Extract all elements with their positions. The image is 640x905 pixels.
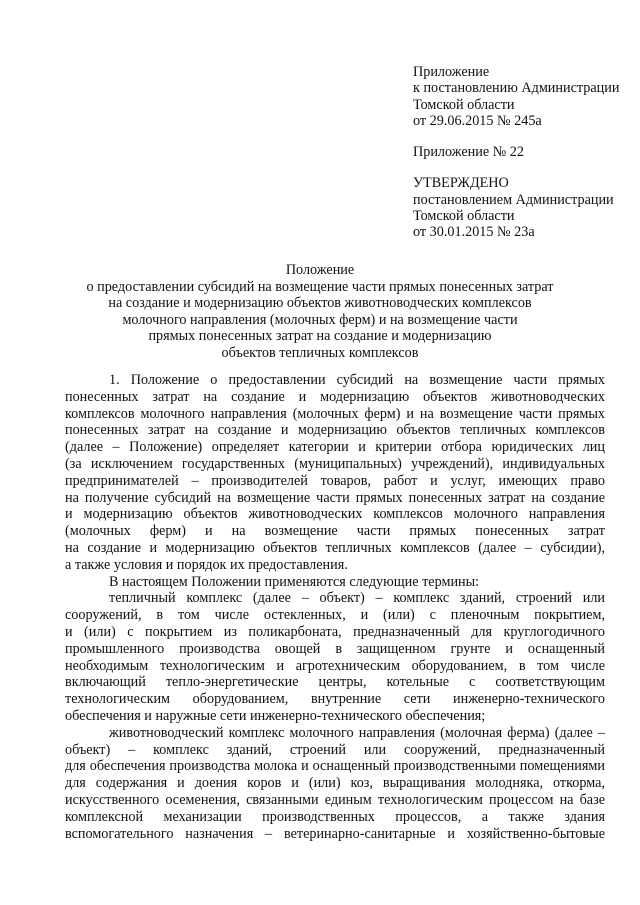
body-line: объект) – комплекс зданий, строений или сооружений, предназначенный [65,741,605,758]
body-line: комплексов молочного направления (молочных ферм) и на возмещение части прямых [65,405,605,422]
body-line: предпринимателей – производителей товаров, работ и услуг, имеющих право [65,472,605,489]
body-line: на получение субсидий на возмещение части прямых понесенных затрат на создание [65,489,605,506]
body-line: на создание и модернизацию объектов тепличных комплексов (далее – субсидии), [65,539,605,556]
body-line: тепличный комплекс (далее – объект) – комплекс зданий, строений или [109,590,605,607]
approved-line: Томской области [413,208,515,225]
body-line: необходимым технологическим и агротехническим оборудованием, в том числе [65,657,605,674]
approved-line: постановлением Администрации [413,191,614,208]
body-line: и (или) с покрытием из поликарбоната, предназначенный для круглогодичного [65,623,605,640]
body-line: 1. Положение о предоставлении субсидий на возмещение части прямых [109,372,605,388]
document-title [60,262,580,361]
body-line: включающий тепло-энергетические центры, котельные с соответствующим [65,674,605,691]
title-line: на создание и модернизацию объектов животноводческих комплексов [108,295,532,311]
header-line: Приложение [413,64,490,80]
header-line: от 29.06.2015 № 245а [413,112,542,129]
body-line: для обеспечения производства молока и оснащенный производственными помещениями [65,758,605,775]
body-line: животноводческий комплекс молочного направления (молочная ферма) (далее – [109,724,605,741]
body-line: и модернизацию объектов животноводческих комплексов молочного направления [65,506,605,523]
body-line: искусственного осеменения, связанными единым технологическим процессом на базе [65,791,605,808]
title-line: прямых понесенных затрат на создание и модернизацию [148,328,492,344]
header-line: Томской области [413,96,515,113]
title-line: молочного направления (молочных ферм) и на возмещение части [122,311,518,328]
body-line: промышленного производства овощей в защищенном грунте и оснащенный [65,640,605,657]
body-line: (за исключением государственных (муниципальных) учреждений), индивидуальных [65,455,605,472]
body-line: вспомогательного назначения – ветеринарно-санитарные и хозяйственно-бытовые [65,825,605,842]
body-line: обеспечения и наружные сети инженерно-технического обеспечения; [65,707,486,724]
header-line: к постановлению Администрации [413,80,620,97]
document-body [65,372,605,842]
body-line: В настоящем Положении применяются следующие термины: [109,573,480,590]
title-line: Положение [285,262,355,278]
body-line: понесенных затрат на создание и модернизацию объектов тепличных комплексов [65,422,605,439]
body-line: сооружений, в том числе остекленных, и (или) с пленочным покрытием, [65,607,605,624]
body-line: для содержания и доения коров и (или) коз, выращивания молодняка, откорма, [65,775,605,792]
body-line: технологическим оборудованием, внутренние сети инженерно-технического [65,691,605,708]
body-line: (молочных ферм) и на возмещение части прямых понесенных затрат [65,523,605,540]
approved-line: от 30.01.2015 № 23а [413,224,535,241]
approved-line: УТВЕРЖДЕНО [413,175,509,192]
approval-header [413,64,628,241]
title-line: объектов тепличных комплексов [221,344,419,361]
body-line: понесенных затрат на создание и модернизацию объектов животноводческих [65,388,605,405]
appendix-number: Приложение № 22 [413,144,524,161]
body-line: а также условия и порядок их предоставления. [65,556,348,573]
body-line: комплексной механизации производственных процессов, а также здания [65,808,605,825]
title-line: о предоставлении субсидий на возмещение части прямых понесенных затрат [86,278,554,295]
body-line: (далее – Положение) определяет категории и критерии отбора юридических лиц [65,439,605,456]
